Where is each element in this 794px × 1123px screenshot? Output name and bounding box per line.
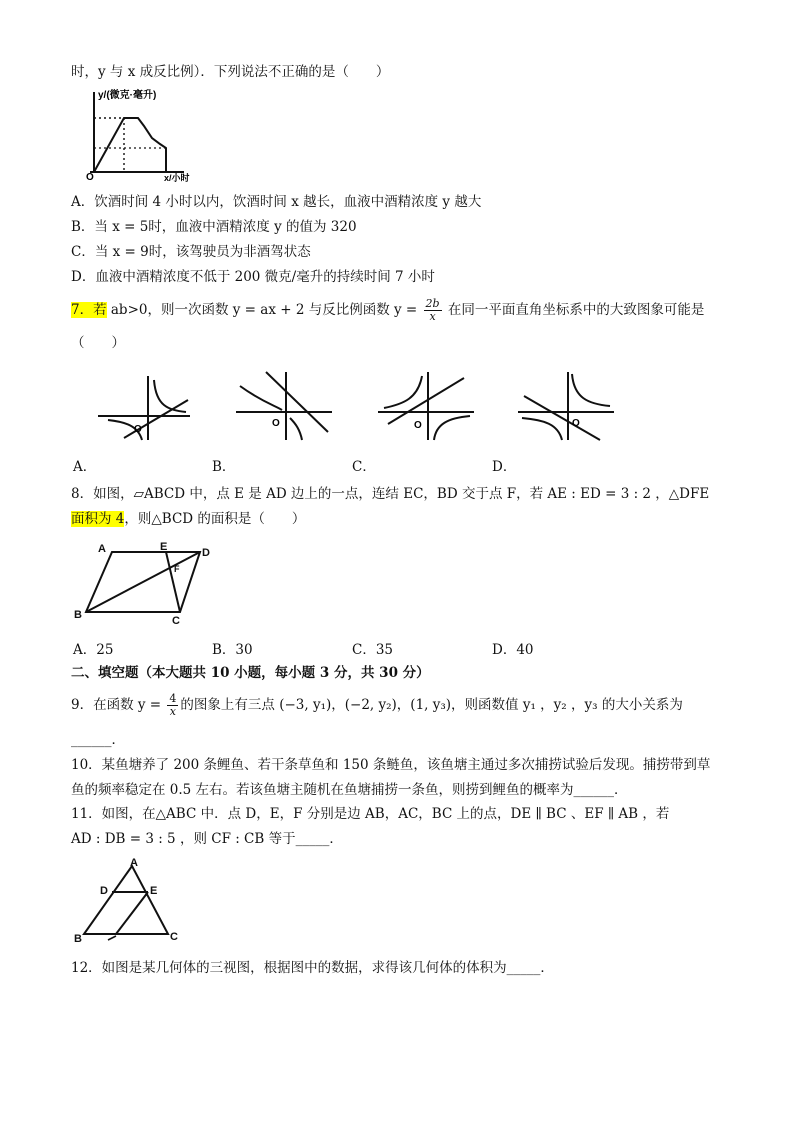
q9-post: 的图象上有三点 (−3, y₁)，(−2, y₂)，(1, y₃)，则函数值 y₁ ，y₂ ，y₃ 的大小关系为 bbox=[180, 697, 683, 713]
q7-number: 7．若 bbox=[71, 302, 107, 318]
q10-line2: 鱼的频率稳定在 0.5 左右。若该鱼塘主随机在鱼塘捕捞一条鱼，则捞到鲤鱼的概率为______． bbox=[71, 782, 628, 798]
q8-parallelogram-figure bbox=[72, 538, 222, 628]
q8-stem-line2 bbox=[71, 509, 305, 529]
q7-option-b: B． bbox=[212, 459, 236, 475]
q8-option-d: D．40 bbox=[492, 642, 534, 658]
q8-segment-ec bbox=[166, 552, 180, 612]
section-2-title: 二、填空题（本大题共 10 小题，每小题 3 分，共 30 分） bbox=[71, 665, 430, 681]
q8-option-b: B．30 bbox=[212, 642, 253, 658]
q7-frac-den: x bbox=[429, 310, 436, 323]
q11-label-c: C bbox=[170, 931, 178, 943]
q8-stem-line2-post: ，则△BCD 的面积是（ ） bbox=[124, 511, 306, 527]
q7-option-d: D． bbox=[492, 459, 517, 475]
q6-option-d: D．血液中酒精浓度不低于 200 微克/毫升的持续时间 7 小时 bbox=[71, 269, 435, 285]
q9-pre: 9．在函数 y = bbox=[71, 697, 166, 713]
q7-graph-d bbox=[514, 368, 618, 442]
q11-segment-ef bbox=[116, 892, 148, 934]
q11-triangle-figure bbox=[72, 858, 184, 944]
q7-graph-a bbox=[94, 372, 194, 442]
q9-fraction bbox=[167, 693, 178, 718]
q7-graph-b bbox=[232, 368, 336, 442]
q9-stem bbox=[71, 690, 683, 720]
q10-line1: 10．某鱼塘养了 200 条鲤鱼、若干条草鱼和 150 条鲢鱼，该鱼塘主通过多次捕捞试验后发现。捕捞带到草 bbox=[71, 757, 711, 773]
q7-paren: （ ） bbox=[71, 335, 125, 351]
q7-graph-c bbox=[374, 368, 478, 442]
q9-frac-den: x bbox=[169, 705, 177, 718]
q7-option-c: C． bbox=[352, 459, 376, 475]
q6-origin: O bbox=[86, 172, 94, 182]
svg-text:O: O bbox=[572, 418, 580, 429]
q11-line2: AD : DB = 3 : 5 ，则 CF : CB 等于_____． bbox=[71, 831, 343, 847]
q8-label-c: C bbox=[172, 615, 180, 627]
q8-label-b: B bbox=[74, 609, 82, 621]
q7-fraction bbox=[424, 298, 442, 323]
q8-option-c: C．35 bbox=[352, 642, 394, 658]
q7-frac-num: 2b bbox=[425, 297, 440, 310]
svg-text:O: O bbox=[414, 420, 422, 431]
q7-stem-part2: 在同一平面直角坐标系中的大致图象可能是 bbox=[443, 302, 705, 318]
q6-x-label: x/小时 bbox=[164, 173, 190, 182]
svg-text:O: O bbox=[134, 424, 142, 435]
q11-label-d: D bbox=[100, 885, 108, 897]
q8-label-f: F bbox=[174, 564, 180, 574]
svg-text:O: O bbox=[272, 418, 280, 429]
q11-line1: 11．如图，在△ABC 中．点 D，E，F 分别是边 AB，AC，BC 上的点，DE ∥ BC 、EF ∥ AB ，若 bbox=[71, 806, 670, 822]
q6-graph bbox=[80, 86, 192, 182]
q8-label-e: E bbox=[160, 541, 168, 553]
q6-option-b: B．当 x = 5时，血液中酒精浓度 y 的值为 320 bbox=[71, 219, 357, 235]
q8-option-a: A．25 bbox=[73, 642, 114, 658]
q11-label-e: E bbox=[150, 885, 158, 897]
q8-stem-line1: 8．如图，▱ABCD 中，点 E 是 AD 边上的一点，连结 EC，BD 交于点 F，若 AE : ED = 3 : 2 ，△DFE bbox=[71, 486, 710, 502]
q6-option-a: A．饮酒时间 4 小时以内，饮酒时间 x 越长，血液中酒精浓度 y 越大 bbox=[71, 194, 482, 210]
q8-label-d: D bbox=[202, 547, 210, 559]
q6-stem-tail: 时，y 与 x 成反比例）．下列说法不正确的是（ ） bbox=[71, 64, 390, 80]
q9-frac-num: 4 bbox=[169, 692, 177, 705]
q7-stem bbox=[71, 295, 704, 325]
q11-label-a: A bbox=[130, 858, 138, 869]
q11-label-b: B bbox=[74, 933, 82, 944]
q11-triangle bbox=[84, 866, 168, 934]
q6-option-c: C．当 x = 9时，该驾驶员为非酒驾状态 bbox=[71, 244, 311, 260]
q12-line1: 12．如图是某几何体的三视图，根据图中的数据，求得该几何体的体积为_____． bbox=[71, 960, 554, 976]
q9-blank: ______． bbox=[71, 732, 125, 748]
q8-area-highlight: 面积为 4 bbox=[71, 511, 125, 527]
q8-label-a: A bbox=[98, 543, 106, 555]
q6-curve bbox=[94, 118, 166, 172]
q7-option-a: A． bbox=[73, 459, 97, 475]
q7-stem-part1: ab>0，则一次函数 y = ax + 2 与反比例函数 y = bbox=[106, 302, 422, 318]
q6-y-label: y/(微克·毫升) bbox=[98, 90, 157, 101]
